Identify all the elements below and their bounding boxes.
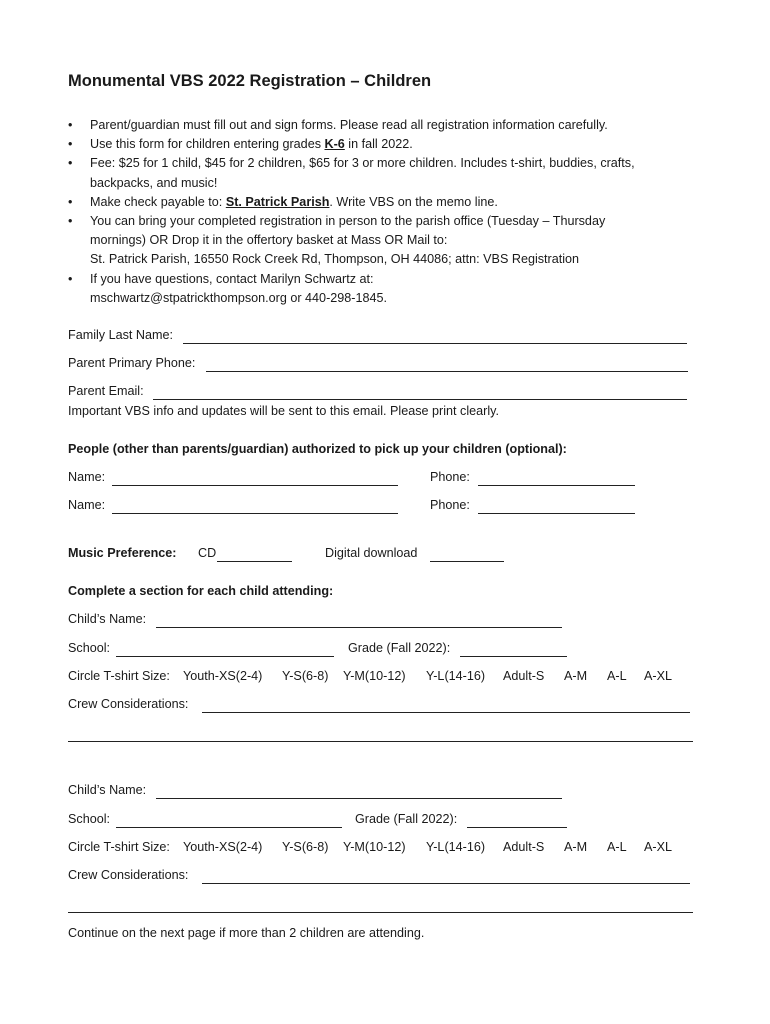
size-option-y-l[interactable]: Y-L(14-16) <box>426 669 486 683</box>
size-option-y-m[interactable]: Y-M(10-12) <box>343 840 406 854</box>
bullet-icon: • <box>68 194 73 209</box>
size-option-youth-xs[interactable]: Youth-XS(2-4) <box>183 669 263 683</box>
size-option-a-m[interactable]: A-M <box>564 840 588 854</box>
crew-considerations-extra-line-2[interactable] <box>68 912 693 913</box>
music-digital-label: Digital download <box>325 546 418 560</box>
parent-phone-field[interactable] <box>206 371 688 372</box>
bullet-icon: • <box>68 271 73 286</box>
pickup-phone-field-1[interactable] <box>478 485 635 486</box>
size-option-a-l[interactable]: A-L <box>607 669 627 683</box>
pickup-phone-label: Phone: <box>430 498 470 512</box>
size-option-a-xl[interactable]: A-XL <box>644 669 672 683</box>
size-option-youth-xs[interactable]: Youth-XS(2-4) <box>183 840 263 854</box>
pickup-name-field-2[interactable] <box>112 513 398 514</box>
school-label: School: <box>68 812 111 826</box>
list-item: • If you have questions, contact Marilyn Schwartz at: mschwartz@stpatrickthompson.org or 440-298-1845. <box>68 271 387 305</box>
pickup-name-field-1[interactable] <box>112 485 398 486</box>
size-option-adult-s[interactable]: Adult-S <box>503 669 545 683</box>
pickup-name-label: Name: <box>68 470 106 484</box>
payee-emphasis: St. Patrick Parish <box>225 194 330 209</box>
family-last-name-label: Family Last Name: <box>68 328 173 342</box>
pickup-heading: People (other than parents/guardian) authorized to pick up your children (optional): <box>68 442 567 456</box>
grades-emphasis: K-6 <box>324 137 345 152</box>
grade-field-2[interactable] <box>467 827 567 828</box>
size-option-a-m[interactable]: A-M <box>564 669 588 683</box>
school-field-2[interactable] <box>116 827 342 828</box>
bullet-icon: • <box>68 118 73 132</box>
pickup-name-label: Name: <box>68 498 106 512</box>
bullet-icon: • <box>68 156 73 171</box>
music-preference-label: Music Preference: <box>68 546 177 560</box>
grade-label: Grade (Fall 2022): <box>355 812 458 826</box>
size-option-a-l[interactable]: A-L <box>607 840 627 854</box>
grade-label: Grade (Fall 2022): <box>348 641 451 655</box>
crew-considerations-label: Crew Considerations: <box>68 868 189 882</box>
school-field-1[interactable] <box>116 656 334 657</box>
pickup-phone-label: Phone: <box>430 470 470 484</box>
music-cd-label: CD <box>198 546 217 560</box>
size-option-y-m[interactable]: Y-M(10-12) <box>343 669 406 683</box>
list-item: • Use this form for children entering grades K-6 in fall 2022. <box>68 135 708 154</box>
list-item: • Fee: $25 for 1 child, $45 for 2 children, $65 for 3 or more children. Includes t-shirt, buddies, crafts, backpacks, and music! <box>68 156 635 190</box>
parent-email-label: Parent Email: <box>68 384 144 398</box>
size-option-y-s[interactable]: Y-S(6-8) <box>282 669 329 683</box>
pickup-phone-field-2[interactable] <box>478 513 635 514</box>
music-digital-field[interactable] <box>430 561 504 562</box>
family-last-name-field[interactable] <box>183 343 687 344</box>
size-option-a-xl[interactable]: A-XL <box>644 840 672 854</box>
school-label: School: <box>68 641 111 655</box>
page-title: Monumental VBS 2022 Registration – Children <box>68 72 432 90</box>
child-name-label: Child’s Name: <box>68 612 147 626</box>
child-name-field-1[interactable] <box>156 627 562 628</box>
list-item: • You can bring your completed registration in person to the parish office (Tuesday – Thursday mornings) OR Drop it in the offertory basket at Mass OR Mail to: St. Patrick Parish, 16550 Rock Creek Rd, Thompson, OH 44086; attn: VBS Registration <box>68 214 606 267</box>
crew-considerations-field-1[interactable] <box>202 712 690 713</box>
list-item: • Make check payable to: St. Patrick Parish. Write VBS on the memo line. <box>68 193 708 212</box>
size-option-y-s[interactable]: Y-S(6-8) <box>282 840 329 854</box>
parent-email-field[interactable] <box>153 399 687 400</box>
tshirt-size-label: Circle T-shirt Size: <box>68 669 170 683</box>
bullet-icon: • <box>68 137 73 152</box>
child-name-field-2[interactable] <box>156 798 562 799</box>
size-option-y-l[interactable]: Y-L(14-16) <box>426 840 486 854</box>
tshirt-size-label: Circle T-shirt Size: <box>68 840 170 854</box>
email-note: Important VBS info and updates will be sent to this email. Please print clearly. <box>68 404 499 418</box>
music-cd-field[interactable] <box>217 561 292 562</box>
bullet-icon: • <box>68 214 73 229</box>
parent-phone-label: Parent Primary Phone: <box>68 356 196 370</box>
crew-considerations-label: Crew Considerations: <box>68 697 189 711</box>
children-heading: Complete a section for each child attending: <box>68 584 334 598</box>
list-item: • Parent/guardian must fill out and sign forms. Please read all registration information carefully. <box>68 116 708 135</box>
crew-considerations-field-2[interactable] <box>202 883 690 884</box>
size-option-adult-s[interactable]: Adult-S <box>503 840 545 854</box>
grade-field-1[interactable] <box>460 656 567 657</box>
continue-note: Continue on the next page if more than 2 children are attending. <box>68 926 425 940</box>
instructions-list <box>68 116 708 308</box>
child-name-label: Child’s Name: <box>68 783 147 797</box>
crew-considerations-extra-line-1[interactable] <box>68 741 693 742</box>
